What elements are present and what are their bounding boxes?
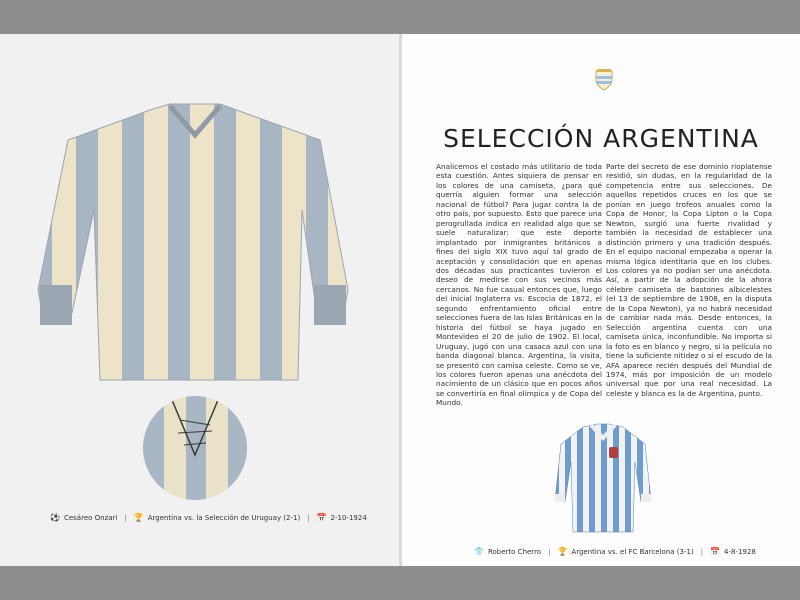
caption-date: 2-10-1924 [330,513,367,522]
caption-date: 4-8-1928 [724,547,756,556]
trophy-icon: 🏆 [557,547,568,556]
soccer-ball-icon: ⚽ [50,513,60,522]
caption-separator: | [307,513,310,522]
calendar-icon: 📅 [710,547,721,556]
jersey-caption-1924 [50,513,367,522]
jersey-photo-1924 [30,100,360,385]
caption-player: Roberto Cherro [487,547,542,556]
jersey-photo-1928 [553,422,653,537]
trophy-icon: 🏆 [133,513,144,522]
caption-separator: | [124,513,127,522]
calendar-icon: 📅 [316,513,327,522]
caption-match: Argentina vs. el FC Barcelona (3-1) [571,547,694,556]
page-title: SELECCIÓN ARGENTINA [443,124,759,153]
collar-detail-photo [142,395,248,501]
body-text-column-2: Parte del secreto de ese dominio rioplatense residió, sin dudas, en la regularidad de la competencia entre sus selecciones. De aquellos repetidos cruces en los que se ponían en juego trofeos anuales como la Copa de Honor, la Copa Lipton o la Copa Newton, surgió una fuerte rivalidad y también la necesidad de establecer una distinción primero y una tradición después. En el equipo nacional empezaba a operar la misma lógica identitaria que en los clubes. Los colores ya no podían ser una anécdota. Así, a partir de la adopción de la ahora célebre camiseta de bastones albicelestes (el 13 de septiembre de 1908, en la disputa de la Copa Newton), ya no habrá necesidad de cambiar nada más. Desde entonces, la Selección argentina cuenta con una camiseta única, inconfundible. No importa si la foto es en blanco y negro, si la película no tiene la suficiente nitidez o si el escudo de la AFA aparece recién después del Mundial de 1974, más por imposición de un modelo universal que por una real necesidad. La celeste y blanca es la de Argentina, punto. [606,162,772,398]
caption-player: Cesáreo Onzari [63,513,118,522]
caption-separator: | [700,547,704,556]
caption-separator: | [548,547,551,556]
body-text-column-1: Analicemos el costado más utilitario de toda esta cuestión. Antes siquiera de pensar en los colores de una camiseta, ¿para qué querría alguien formar una selección nacional de fútbol? Para jugar contra la de otro país, por supuesto. Esto que parece una perogrullada indica en realidad algo que se suele naturalizar: que este deporte implantado por inmigrantes británicos a fines del siglo XIX tuvo aquí tal grado de aceptación y consolidación que en apenas dos décadas sus practicantes tuvieron el deseo de medirse con sus vecinos más cercanos. No fue casual entonces que, luego del inicial Inglaterra vs. Escocia de 1872, el segundo enfrentamiento oficial entre selecciones fuera de las Islas Británicas en la historia del fútbol se haya jugado en Montevideo el 20 de julio de 1902. El local, Uruguay, jugó con una casaca azul con una banda diagonal blanca. Argentina, la visita, se presentó con camisa celeste. Como se ve, los colores fueron apenas una anécdota del nacimiento de un clásico que en pocos años se convertiría en final olímpica y de Copa del Mundo. [436,162,602,408]
afa-crest-icon [594,68,614,92]
shirt-icon: 👕 [474,547,484,556]
jersey-caption-1928 [474,547,756,556]
caption-match: Argentina vs. la Selección de Uruguay (2-1) [147,513,301,522]
right-page [402,34,800,566]
